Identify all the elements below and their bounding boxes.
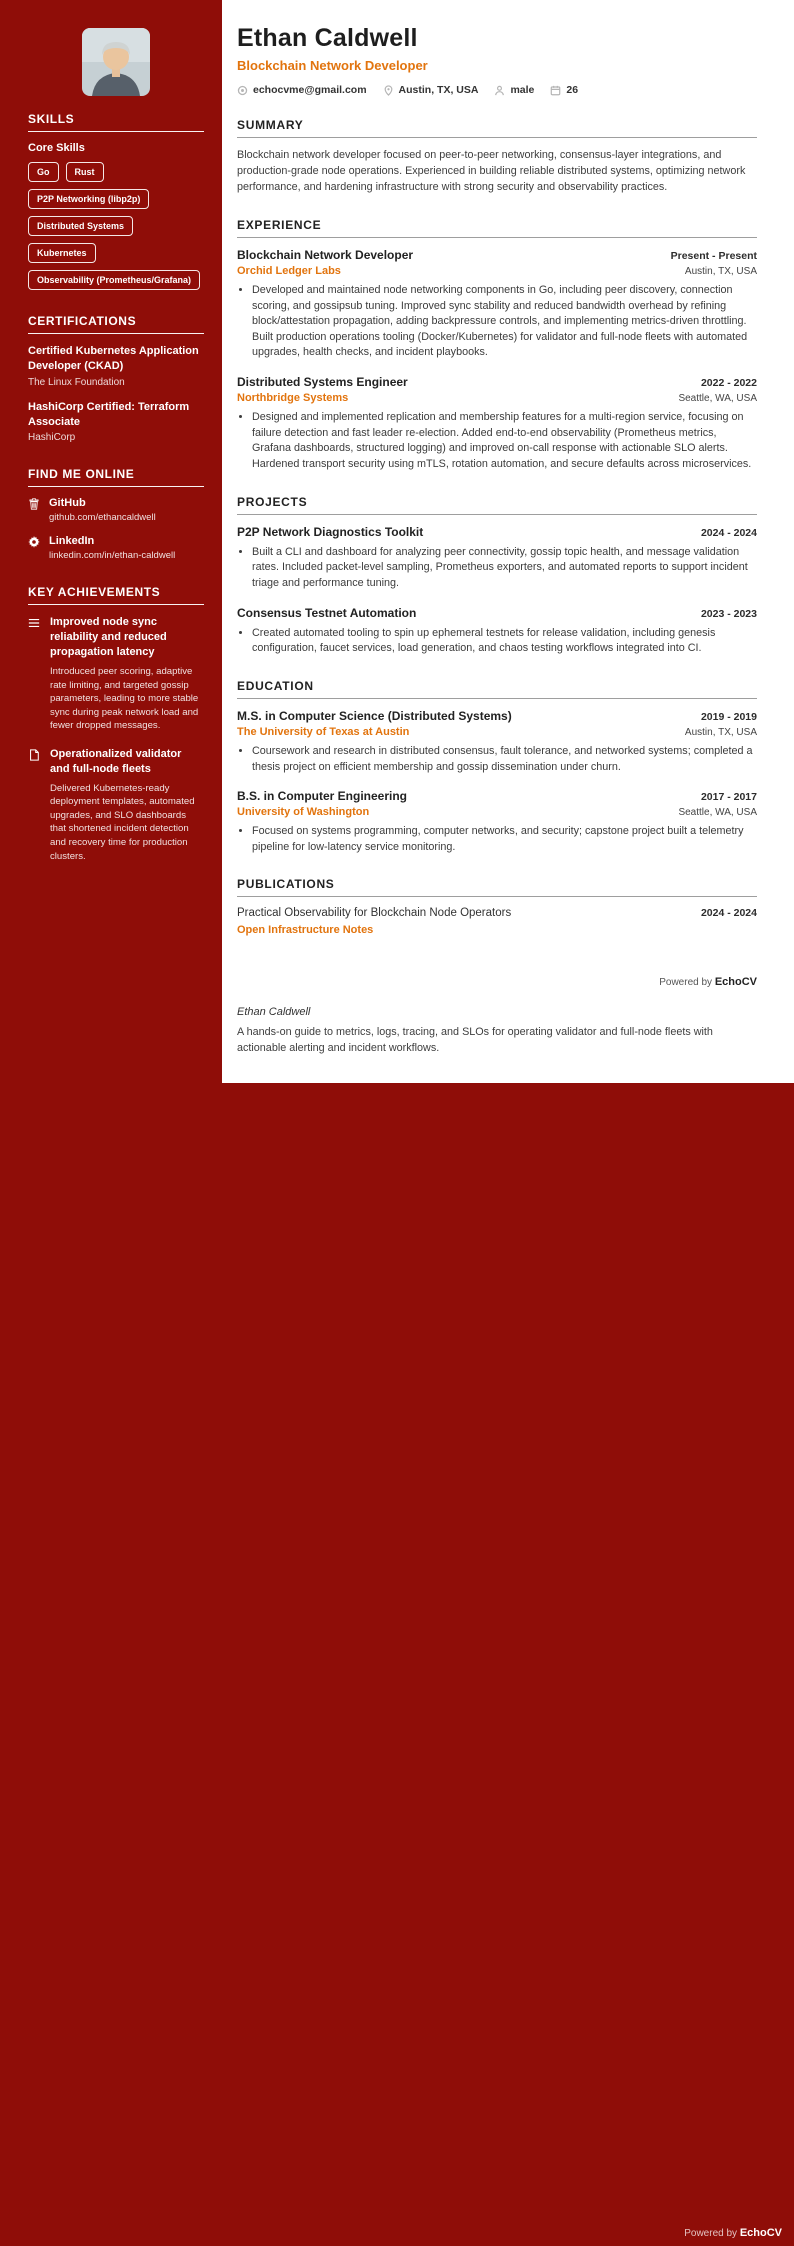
experience-bullet: • Designed and implemented replication and membership features for a multi-region service, focusing on failure detection and fast leader re-election. Added end-to-end observability (Prometheus metrics, Grafana dashboards, structured logging) and improved on-call response with actionable SLO alerts. Hardened transport security using mTLS, rotation automation, and secure defaults across microservices. — [252, 410, 757, 473]
publications-heading: PUBLICATIONS — [237, 877, 757, 897]
powered-by-text: Powered by — [684, 2228, 738, 2239]
experience-dates: 2022 - 2022 — [700, 377, 757, 390]
calendar-icon — [550, 85, 561, 96]
list-icon — [28, 615, 42, 733]
achievement-item — [28, 747, 204, 863]
project-dates: 2023 - 2023 — [700, 607, 757, 620]
link-text — [49, 497, 156, 523]
contact-email — [237, 84, 367, 96]
skill-chips — [28, 162, 204, 290]
skill-chip: Rust — [66, 162, 104, 182]
publication-details — [237, 1006, 757, 1057]
resume-page — [0, 0, 794, 1083]
project-bullets — [237, 626, 757, 657]
education-school: University of Washington — [237, 806, 370, 819]
email-text: echocvme@gmail.com — [253, 84, 367, 96]
section-projects — [237, 495, 757, 657]
avatar — [82, 28, 150, 96]
experience-bullets — [237, 283, 757, 361]
profile-photo — [82, 28, 150, 96]
achievement-description: Introduced peer scoring, adaptive rate limiting, and targeted gossip parameters, leading to more stable sync during peak network load and fewer dropped messages. — [50, 665, 199, 732]
publication-publisher-link[interactable]: Open Infrastructure Notes — [237, 924, 374, 937]
skills-group-title: Core Skills — [28, 142, 85, 154]
link-url[interactable]: linkedin.com/in/ethan-caldwell — [49, 550, 176, 562]
powered-by-text: Powered by — [659, 977, 713, 989]
experience-company: Northbridge Systems — [237, 392, 349, 405]
education-dates: 2017 - 2017 — [700, 791, 757, 804]
link-label: LinkedIn — [49, 535, 95, 548]
key-achievements-heading: KEY ACHIEVEMENTS — [28, 585, 204, 605]
project-title: Consensus Testnet Automation — [237, 605, 417, 620]
skill-chip: P2P Networking (libp2p) — [28, 189, 149, 209]
person-name: Ethan Caldwell — [237, 24, 418, 52]
education-bullets — [237, 744, 757, 775]
powered-by-inline — [237, 976, 757, 988]
gender-text: male — [510, 84, 535, 96]
skill-chip: Observability (Prometheus/Grafana) — [28, 270, 200, 290]
certifications-heading: CERTIFICATIONS — [28, 314, 204, 334]
experience-bullets — [237, 410, 757, 473]
project-entry — [237, 606, 757, 657]
skill-chip: Go — [28, 162, 59, 182]
experience-location: Seattle, WA, USA — [678, 393, 757, 405]
link-url[interactable]: github.com/ethancaldwell — [49, 512, 156, 524]
location-text: Austin, TX, USA — [398, 84, 479, 96]
sidebar-section-key-achievements — [28, 585, 204, 863]
certification-issuer: The Linux Foundation — [28, 376, 125, 388]
certification-name: Certified Kubernetes Application Developer (CKAD) — [28, 345, 199, 372]
projects-heading: PROJECTS — [237, 495, 757, 515]
skill-chip: Distributed Systems — [28, 216, 133, 236]
age-text: 26 — [566, 84, 579, 96]
section-education — [237, 679, 757, 856]
certification-item — [28, 344, 204, 388]
link-item-github — [28, 497, 204, 523]
gear-icon — [28, 535, 41, 548]
email-icon — [237, 85, 248, 96]
link-label: GitHub — [49, 497, 86, 510]
summary-heading: SUMMARY — [237, 118, 757, 138]
education-heading: EDUCATION — [237, 679, 757, 699]
project-bullet: • Built a CLI and dashboard for analyzing peer connectivity, gossip topic health, and message validation rates. Included packet-level sampling, Prometheus exporters, and automated reports to support incident triage and performance tuning. — [252, 545, 757, 592]
publication-author: Ethan Caldwell — [237, 1006, 311, 1019]
education-bullet: • Coursework and research in distributed consensus, fault tolerance, and networked systems; completed a thesis project on efficient membership and gossip dissemination under churn. — [252, 744, 757, 775]
project-bullet: • Created automated tooling to spin up ephemeral testnets for release validation, including genesis configuration, faucet services, load generation, and chaos testing workflows integrated into CI. — [252, 626, 757, 657]
section-publications — [237, 877, 757, 936]
experience-title: Blockchain Network Developer — [237, 247, 414, 262]
person-job-title: Blockchain Network Developer — [237, 58, 428, 73]
achievement-title: Improved node sync reliability and reduced propagation latency — [50, 616, 167, 659]
experience-title: Distributed Systems Engineer — [237, 375, 408, 390]
project-bullets — [237, 545, 757, 592]
section-experience — [237, 218, 757, 473]
education-bullet: • Focused on systems programming, computer networks, and security; capstone project built a telemetry pipeline for low-latency service monitoring. — [252, 824, 757, 855]
sidebar-section-find-me-online — [28, 467, 204, 561]
find-me-online-heading: FIND ME ONLINE — [28, 467, 204, 487]
sidebar-section-skills — [28, 112, 204, 290]
summary-text: Blockchain network developer focused on peer-to-peer networking, consensus-layer integrations, and production-grade node operations. Experienced in building reliable distributed systems, optimizing network performance, and hardening infrastructure with strong security and observability practices. — [237, 149, 746, 193]
experience-heading: EXPERIENCE — [237, 218, 757, 238]
education-degree: M.S. in Computer Science (Distributed Systems) — [237, 708, 512, 723]
achievement-description: Delivered Kubernetes-ready deployment templates, automated upgrades, and SLO dashboards that shortened incident detection and recovery time for production clusters. — [50, 782, 195, 862]
sidebar — [0, 0, 222, 1083]
education-school: The University of Texas at Austin — [237, 725, 410, 738]
brand-text: EchoCV — [739, 2227, 782, 2239]
education-dates: 2019 - 2019 — [700, 710, 757, 723]
education-entry — [237, 789, 757, 855]
education-entry — [237, 709, 757, 775]
achievement-text — [50, 615, 204, 733]
achievement-item — [28, 615, 204, 733]
brand-text: EchoCV — [714, 976, 757, 989]
publication-title: Practical Observability for Blockchain Node Operators — [237, 907, 512, 920]
contact-location — [383, 84, 479, 96]
certification-issuer: HashiCorp — [28, 432, 76, 444]
experience-dates: Present - Present — [670, 249, 757, 262]
section-summary — [237, 118, 757, 196]
contact-row — [237, 84, 757, 96]
achievement-text — [50, 747, 204, 863]
project-entry — [237, 525, 757, 592]
education-bullets — [237, 824, 757, 855]
skills-heading: SKILLS — [28, 112, 204, 132]
project-title: P2P Network Diagnostics Toolkit — [237, 524, 424, 539]
experience-company: Orchid Ledger Labs — [237, 264, 341, 277]
github-icon — [28, 497, 41, 510]
experience-bullet: • Developed and maintained node networking components in Go, including peer discovery, connection scoring, and gossipsub tuning. Improved sync stability and reduced bandwidth overhead by refining block/attestation propagation, adding backpressure controls, and implementing metrics-driven throttling. Built production operations tooling (Docker/Kubernetes) for validator and full-node fleets with automated upgrades, health checks, and incident playbooks. — [252, 283, 757, 361]
main-content — [222, 0, 794, 1083]
link-text — [49, 535, 175, 561]
powered-by-footer — [684, 2227, 782, 2239]
experience-location: Austin, TX, USA — [684, 265, 757, 277]
contact-gender — [494, 84, 534, 96]
location-pin-icon — [383, 85, 394, 96]
link-item-linkedin — [28, 535, 204, 561]
resume-header — [237, 24, 757, 96]
publication-entry — [237, 907, 757, 936]
certification-item — [28, 400, 204, 444]
project-dates: 2024 - 2024 — [700, 526, 757, 539]
education-location: Austin, TX, USA — [684, 726, 757, 738]
education-degree: B.S. in Computer Engineering — [237, 789, 408, 804]
certification-name: HashiCorp Certified: Terraform Associate — [28, 400, 190, 428]
experience-entry — [237, 375, 757, 473]
document-icon — [28, 747, 42, 863]
experience-entry — [237, 248, 757, 361]
sidebar-section-certifications — [28, 314, 204, 443]
publication-dates: 2024 - 2024 — [700, 907, 757, 920]
skill-chip: Kubernetes — [28, 243, 96, 263]
education-location: Seattle, WA, USA — [678, 807, 757, 819]
achievement-title: Operationalized validator and full-node fleets — [50, 747, 182, 775]
person-icon — [494, 85, 505, 96]
publication-description: A hands-on guide to metrics, logs, tracing, and SLOs for operating validator and full-node fleets with actionable alerting and incident workflows. — [237, 1026, 713, 1055]
contact-age — [550, 84, 578, 96]
